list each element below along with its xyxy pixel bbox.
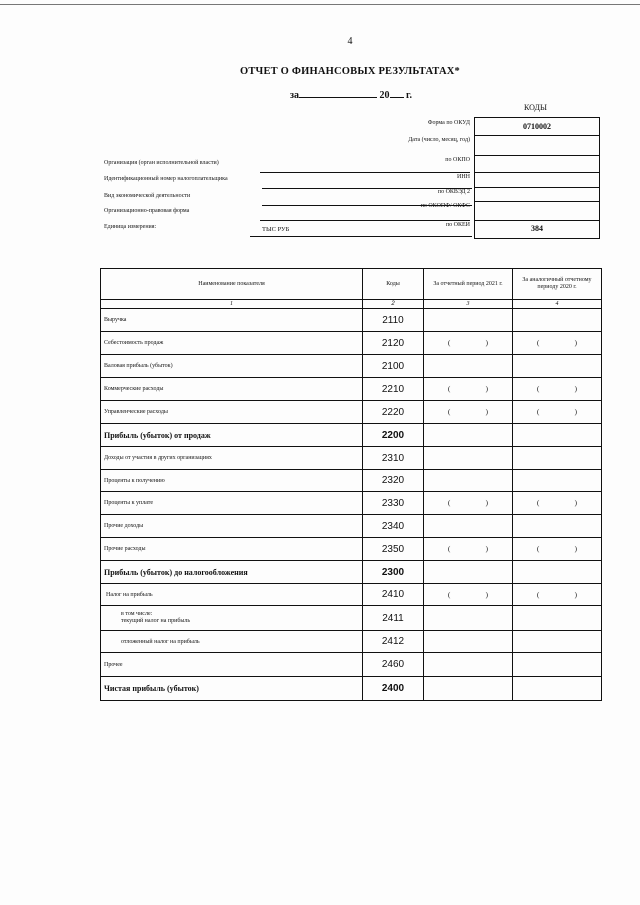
row-name: Проценты к получению <box>101 470 363 491</box>
table-row <box>101 538 601 561</box>
code-label-2: по ОКПО <box>445 157 470 163</box>
value-previous-period[interactable] <box>513 424 601 446</box>
paren-close: ) <box>574 545 577 553</box>
row-name: Выручка <box>101 309 363 331</box>
paren-open: ( <box>537 499 540 507</box>
row-code: 2300 <box>363 561 424 583</box>
value-previous-period[interactable] <box>513 515 601 537</box>
table-row <box>101 332 601 355</box>
paren-open: ( <box>537 339 540 347</box>
paren-close: ) <box>574 339 577 347</box>
field-input-line-1[interactable] <box>262 188 472 189</box>
value-current-period[interactable] <box>424 332 513 354</box>
field-input-line-3[interactable] <box>260 220 470 221</box>
paren-close: ) <box>485 499 488 507</box>
code-value-2[interactable] <box>475 155 599 173</box>
paren-close: ) <box>485 590 488 599</box>
col-number-4: 4 <box>555 301 559 307</box>
row-name-line-2: текущий налог на прибыль <box>121 618 191 624</box>
row-code: 2412 <box>363 631 424 652</box>
row-name: Прибыль (убыток) до налогообложения <box>101 561 363 583</box>
row-name: Прочие расходы <box>101 538 363 560</box>
field-input-line-2[interactable] <box>262 205 472 206</box>
row-code: 2330 <box>363 492 424 514</box>
code-label-5: по ОКОПФ/ ОКФС <box>420 203 470 209</box>
value-current-period[interactable] <box>424 309 513 331</box>
top-border-line <box>0 4 640 5</box>
row-name-line-1: в том числе: <box>121 611 153 617</box>
value-current-period[interactable] <box>424 561 513 583</box>
table-row <box>101 653 601 677</box>
row-code: 2120 <box>363 332 424 354</box>
table-row <box>101 515 601 538</box>
row-code: 2100 <box>363 355 424 377</box>
value-previous-period[interactable] <box>513 631 601 652</box>
table-row <box>101 677 601 700</box>
row-code: 2350 <box>363 538 424 560</box>
codes-header: КОДЫ <box>524 103 547 112</box>
value-previous-period[interactable] <box>513 584 601 605</box>
paren-close: ) <box>574 590 577 599</box>
field-input-line-0[interactable] <box>260 172 470 173</box>
value-previous-period[interactable] <box>513 653 601 676</box>
table-row <box>101 561 601 584</box>
value-current-period[interactable] <box>424 677 513 700</box>
table-row <box>101 492 601 515</box>
field-label-3: Организационно-правовая форма <box>104 208 190 214</box>
row-name: Чистая прибыль (убыток) <box>101 677 363 700</box>
code-label-1: Дата (число, месяц, год) <box>408 137 470 143</box>
page-number: 4 <box>347 36 353 47</box>
row-code: 2200 <box>363 424 424 446</box>
table-row <box>101 401 601 424</box>
report-period <box>290 88 412 101</box>
row-code: 2110 <box>363 309 424 331</box>
table-row <box>101 447 601 470</box>
value-current-period[interactable] <box>424 653 513 676</box>
row-name: Управленческие расходы <box>101 401 363 423</box>
value-previous-period[interactable] <box>513 492 601 514</box>
value-current-period[interactable] <box>424 424 513 446</box>
row-name: Прочее <box>101 653 363 676</box>
units-value: ТЫС РУБ <box>262 226 290 233</box>
paren-open: ( <box>448 385 451 393</box>
paren-open: ( <box>448 545 451 553</box>
column-numbers-row <box>101 300 601 309</box>
paren-open: ( <box>537 590 540 599</box>
value-current-period[interactable] <box>424 378 513 400</box>
row-name: Доходы от участия в других организациях <box>101 447 363 469</box>
paren-close: ) <box>485 545 488 553</box>
code-value-4[interactable] <box>475 187 599 202</box>
row-name <box>101 606 363 630</box>
value-current-period[interactable] <box>424 401 513 423</box>
value-current-period[interactable] <box>424 515 513 537</box>
value-previous-period[interactable] <box>513 332 601 354</box>
header-previous-period: За аналогичный отчетному периоду 2020 г. <box>522 277 592 290</box>
value-previous-period[interactable] <box>513 447 601 469</box>
period-blank[interactable] <box>299 88 377 98</box>
row-name: Прочие доходы <box>101 515 363 537</box>
row-code: 2340 <box>363 515 424 537</box>
financial-results-table <box>100 268 602 701</box>
table-row <box>101 606 601 631</box>
row-code: 2460 <box>363 653 424 676</box>
field-label-2: Вид экономической деятельности <box>104 193 191 199</box>
row-code: 2400 <box>363 677 424 700</box>
value-previous-period[interactable] <box>513 561 601 583</box>
row-code: 2410 <box>363 584 424 605</box>
value-previous-period[interactable] <box>513 470 601 491</box>
row-code: 2220 <box>363 401 424 423</box>
value-current-period[interactable] <box>424 631 513 652</box>
paren-close: ) <box>485 385 488 393</box>
row-code: 2310 <box>363 447 424 469</box>
field-label-4: Единица измерения: <box>104 224 157 230</box>
units-line <box>250 236 472 237</box>
col-number-1: 1 <box>101 300 363 308</box>
code-value-0[interactable]: 0710002 <box>475 118 599 136</box>
paren-open: ( <box>448 590 451 599</box>
table-row <box>101 378 601 401</box>
header-name: Наименование показателя <box>101 269 363 299</box>
value-current-period[interactable] <box>424 355 513 377</box>
value-previous-period[interactable] <box>513 309 601 331</box>
header-current-period: За отчетный период 2021 г. <box>424 269 513 299</box>
table-row <box>101 584 601 606</box>
value-previous-period[interactable] <box>513 538 601 560</box>
table-row <box>101 309 601 332</box>
value-current-period[interactable] <box>424 538 513 560</box>
value-current-period[interactable] <box>424 606 513 630</box>
table-row <box>101 355 601 378</box>
paren-close: ) <box>574 408 577 416</box>
row-code: 2210 <box>363 378 424 400</box>
paren-close: ) <box>485 339 488 347</box>
value-current-period[interactable] <box>424 447 513 469</box>
code-value-3[interactable] <box>475 172 599 188</box>
row-name: Себестоимость продаж <box>101 332 363 354</box>
paren-open: ( <box>448 339 451 347</box>
row-code: 2320 <box>363 470 424 491</box>
table-row <box>101 631 601 653</box>
row-name: Проценты к уплате <box>101 492 363 514</box>
value-previous-period[interactable] <box>513 378 601 400</box>
code-value-6[interactable]: 384 <box>531 224 543 233</box>
col-number-2: 2 <box>363 300 424 308</box>
header-code: Коды <box>363 269 424 299</box>
table-header-row <box>101 269 601 300</box>
field-label-0: Организация (орган исполнительной власти) <box>104 160 219 166</box>
year-blank[interactable] <box>390 88 404 98</box>
codes-box <box>474 117 600 239</box>
period-year-prefix: 20 <box>379 90 390 101</box>
row-name: Коммерческие расходы <box>101 378 363 400</box>
value-previous-period[interactable] <box>513 677 601 700</box>
value-current-period[interactable] <box>424 584 513 605</box>
row-name: Налог на прибыль <box>101 584 363 605</box>
table-row <box>101 424 601 447</box>
row-name: отложенный налог на прибыль <box>101 631 363 652</box>
paren-open: ( <box>537 545 540 553</box>
table-row <box>101 470 601 492</box>
code-label-4: по ОКВЭД 2 <box>437 189 470 195</box>
paren-open: ( <box>448 408 451 416</box>
paren-open: ( <box>537 385 540 393</box>
row-code: 2411 <box>363 606 424 630</box>
field-label-1: Идентификационный номер налогоплательщика <box>104 176 228 182</box>
code-value-5[interactable] <box>475 201 599 221</box>
value-current-period[interactable] <box>424 492 513 514</box>
report-title: ОТЧЕТ О ФИНАНСОВЫХ РЕЗУЛЬТАТАХ* <box>239 66 461 77</box>
code-label-3: ИНН <box>457 174 470 180</box>
code-value-1[interactable] <box>475 135 599 156</box>
paren-open: ( <box>448 499 451 507</box>
paren-close: ) <box>485 408 488 416</box>
value-previous-period[interactable] <box>513 401 601 423</box>
paren-close: ) <box>574 499 577 507</box>
code-label-6: по ОКЕИ <box>445 222 470 228</box>
period-prefix: за <box>290 90 300 101</box>
col-number-3: 3 <box>424 300 513 308</box>
paren-open: ( <box>537 408 540 416</box>
value-current-period[interactable] <box>424 470 513 491</box>
value-previous-period[interactable] <box>513 355 601 377</box>
period-suffix: г. <box>406 90 412 101</box>
row-name: Прибыль (убыток) от продаж <box>101 424 363 446</box>
row-name: Валовая прибыль (убыток) <box>101 355 363 377</box>
code-label-0: Форма по ОКУД <box>427 120 470 126</box>
paren-close: ) <box>574 385 577 393</box>
value-previous-period[interactable] <box>513 606 601 630</box>
